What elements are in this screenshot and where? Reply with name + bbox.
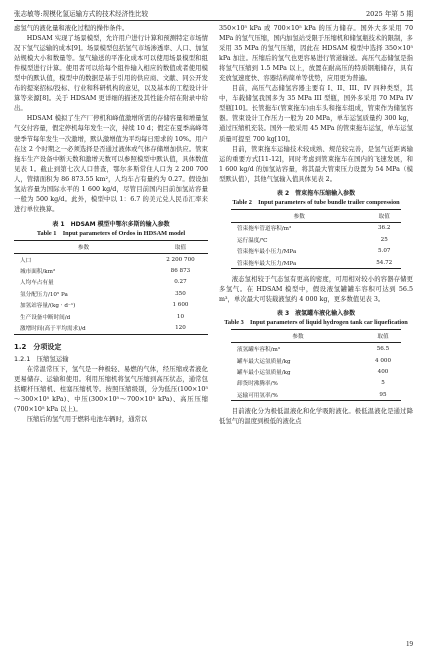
running-header bbox=[14, 5, 413, 18]
table-header: 参数 bbox=[231, 209, 367, 222]
table-cell: 激增时间(高于平均需求)/d bbox=[14, 322, 153, 334]
table-cell: 运输可用氢率/% bbox=[231, 389, 365, 401]
table-cell: 生产设备中断时间/d bbox=[20, 314, 71, 321]
table-row bbox=[231, 222, 401, 234]
table-cell: 液氢罐车容积/m³ bbox=[237, 347, 280, 354]
table-row bbox=[231, 366, 401, 377]
table3-caption-en: Table 3 Input parameters of liquid hydrogen tank car liquefication bbox=[224, 319, 408, 327]
paragraph: 液态氢相较于气态氢有更高的密度，可用相对较小的容器存储更多氢气。在 HDSAM 模型中，假设液氢罐罐车容积可达到 56.5 m³，单次最大可装载液氢约 4 000 kg，更多数值见表 3。 bbox=[219, 276, 413, 304]
paragraph: HDSAM 实现了场景模型，允许用户进行计算和预测特定市场情况下氢气运输的成本[9]。场景模型包括氢气市场渗透率、人口、加氢站规模大小和数量等。氢气输送的平准化成本可以使用场景模型和组件模型进行计算。使用者可以给每个组件输入相应的数值或者使用模型中的默认值，模型中的数据是基于引用的供应商、文献、同公开发布的提案招标/投标、行业和科研机构的意见，以及基本的工程设计计算等来源[8]。关于 HDSAM 更详细的描述及其性能介绍在附录中给出。 bbox=[14, 35, 208, 113]
table-header: 取值 bbox=[365, 330, 401, 343]
table3-caption-cn: 表 3 液氢罐车液化输入参数 bbox=[276, 310, 356, 318]
table-row bbox=[14, 322, 208, 334]
table-header: 参数 bbox=[231, 330, 365, 343]
table-cell: 36.2 bbox=[378, 225, 391, 232]
table-cell: 1 600 bbox=[172, 302, 189, 309]
table-cell: 350 bbox=[175, 290, 186, 297]
left-column bbox=[14, 24, 208, 425]
table-cell: 95 bbox=[365, 389, 401, 401]
table-cell: 罐车最大运氢质量/kg bbox=[237, 358, 291, 365]
table2-caption-en: Table 2 Input parameters of tube bundle trailer compression bbox=[232, 198, 400, 206]
table-row bbox=[231, 246, 401, 257]
subsection-heading: 1.2.1 压缩氢运输 bbox=[14, 354, 69, 363]
table-cell: 10 bbox=[176, 313, 185, 320]
table-cell: 管束拖车管道容积/m³ bbox=[237, 226, 292, 233]
section-heading: 1.2 分项设定 bbox=[14, 342, 62, 351]
header-rule bbox=[14, 20, 413, 21]
paragraph: 350×10⁵ kPa 或 700×10⁵ kPa 的压力储存。国外大多采用 70 MPa 的氢气压缩，国内加氢站受限于压缩机和储氢瓶技术的限制，多采用 35 MPa 的氢气压缩，因此在 HDSAM 模型中选择 350×10⁵ kPa 加注。压缩后的氢气也更容易进行管道输送。高压气态储氢是指将氢气压缩到 1.5 MPa 以上，放置在耐高压的特质钢瓶储存，具有充放氢速度快、容器结构简单等优势，应用更为普遍。 bbox=[219, 25, 413, 83]
table-row bbox=[231, 343, 401, 355]
table-cell: 400 bbox=[377, 368, 389, 375]
table-cell: 人口 bbox=[20, 257, 32, 264]
paragraph: 压缩后的氢气用于燃料电池车辆时，通常以 bbox=[26, 415, 148, 423]
paragraph: 虑氢气的液化量和液化过程的操作条件。 bbox=[14, 25, 129, 32]
table2-caption-cn: 表 2 管束拖车压缩输入参数 bbox=[276, 189, 356, 197]
table1 bbox=[14, 240, 208, 335]
table-row bbox=[14, 299, 208, 310]
table-cell: 城市面积/km² bbox=[20, 268, 56, 275]
paragraph: 目前，管束拖车运输技术较成熟、规范较完善，是氢气近距离输运的重要方式[11-12]，同时考虑到管束拖车在国内的飞速发展，和 1 600 kg/d 的加氢站容量，将其最大管束压力设置为 54 MPa（模型默认值），其他气氢输入值具体见表 2。 bbox=[219, 145, 413, 183]
paragraph: HDSAM 模拟了生产厂停机和峰值激增所需的存储容量和增量氢气交付容量，假定停机每年发生一次，持续 10 d；假定在夏季高峰驾驶季节每年发生一次激增，默认激增值为平均每日需求的 10%。用户在这 2 个时期之一必须选择是否通过液体或气体存储增加供应。管束拖车生产设备中断天数和激增天数可以参照模型中默认值，具体数值见表 1。截止到第七次人口普查，鄂尔多斯常住人口为 2 200 700 人，管辖面积为 86 873.55 km²，人均车占有量约为 0.27。假设加氢站容量为国际水平的 1 600 kg/d，尽管目前国内目前加氢站容量一般为 500 kg/d。此外，模型中以 1：6.7 的美元兑人民币汇率来进行单位换算。 bbox=[14, 115, 208, 213]
table-cell: 86 873 bbox=[170, 267, 191, 274]
table-row bbox=[14, 265, 208, 276]
table-cell: 5.07 bbox=[378, 248, 391, 255]
page-number: 19 bbox=[406, 640, 413, 648]
table-cell: 54.72 bbox=[367, 257, 401, 269]
table-row bbox=[231, 234, 401, 245]
table-row bbox=[14, 277, 208, 288]
table-cell: 2 200 700 bbox=[166, 256, 195, 263]
table2 bbox=[231, 209, 401, 270]
header-authors-title: 张志敏等:规模化氢运输方式的技术经济性比较 bbox=[14, 10, 149, 18]
table1-caption-cn: 表 1 HDSAM 模型中鄂尔多斯的输入参数 bbox=[52, 220, 170, 228]
table-cell: 管束拖车最小压力/MPa bbox=[237, 249, 297, 256]
table-cell: 人均车占有量 bbox=[20, 280, 54, 287]
table-cell: 运行温度/℃ bbox=[237, 237, 268, 244]
table-row bbox=[14, 311, 208, 322]
table1-caption-en: Table 1 Input parameters of Ordos in HDSAM model bbox=[36, 229, 186, 237]
table-cell: 罐车最小运氢质量/kg bbox=[237, 369, 291, 376]
table-cell: 4 000 bbox=[374, 357, 391, 364]
paragraph: 目前，高压气态储氢容器主要有 I、II、III、IV 四种类型，其中，车载储氢我国多为 35 MPa III 型瓶，国外多采用 70 MPa IV 型瓶[10]。长管拖车(管束拖车)由车头和拖车组成，管束作为储氢容器。管束设计工作压力一般为 20 MPa，单车运氢质量约 300 kg，通过压缩机充装。国外一般采用 45 MPa 的管束拖车运氢，单车运氢质量可提至 700 kg[10]。 bbox=[219, 85, 413, 143]
paragraph: 在常温常压下，氢气是一种极轻、易燃的气体，经压缩或者液化更易储存、运输和使用。利用压缩机将氢气压缩到高压状态，通常包括螺杆压缩机、柱塞压缩机等。按照压缩级别，分为低压(100×10⁵～300×10⁵ kPa)、中压(300×10⁵～700×10⁵ kPa)、高压压缩(700×10⁵ kPa 以上)。 bbox=[14, 365, 208, 413]
table-cell: 卸货时沸腾率/% bbox=[237, 381, 278, 388]
table-row bbox=[231, 389, 401, 401]
table-cell: 加氢站容量/(kg · d⁻¹) bbox=[20, 303, 76, 310]
table-row bbox=[14, 288, 208, 299]
table-cell: 管束拖车最大压力/MPa bbox=[231, 257, 367, 269]
table-cell: 氢分配压力/10⁵ Pa bbox=[20, 291, 68, 298]
table-row bbox=[14, 253, 208, 265]
table-cell: 120 bbox=[153, 322, 208, 334]
table-cell: 5 bbox=[381, 380, 385, 387]
header-issue: 2025 年第 5 期 bbox=[365, 10, 413, 18]
table-row bbox=[231, 257, 401, 269]
table-cell: 0.27 bbox=[174, 279, 187, 286]
table-header: 取值 bbox=[367, 209, 401, 222]
table3 bbox=[231, 329, 401, 401]
right-column bbox=[219, 24, 413, 428]
table-row bbox=[231, 378, 401, 389]
table-cell: 56.5 bbox=[376, 346, 390, 353]
table-header: 取值 bbox=[153, 240, 208, 253]
table-row bbox=[231, 355, 401, 366]
table-header: 参数 bbox=[14, 240, 153, 253]
paragraph: 目前液化分为极低温液化和化学吸附液化。极低温液化是通过降低氢气的温度到极低的液化点 bbox=[219, 408, 413, 426]
table-cell: 25 bbox=[380, 236, 388, 243]
